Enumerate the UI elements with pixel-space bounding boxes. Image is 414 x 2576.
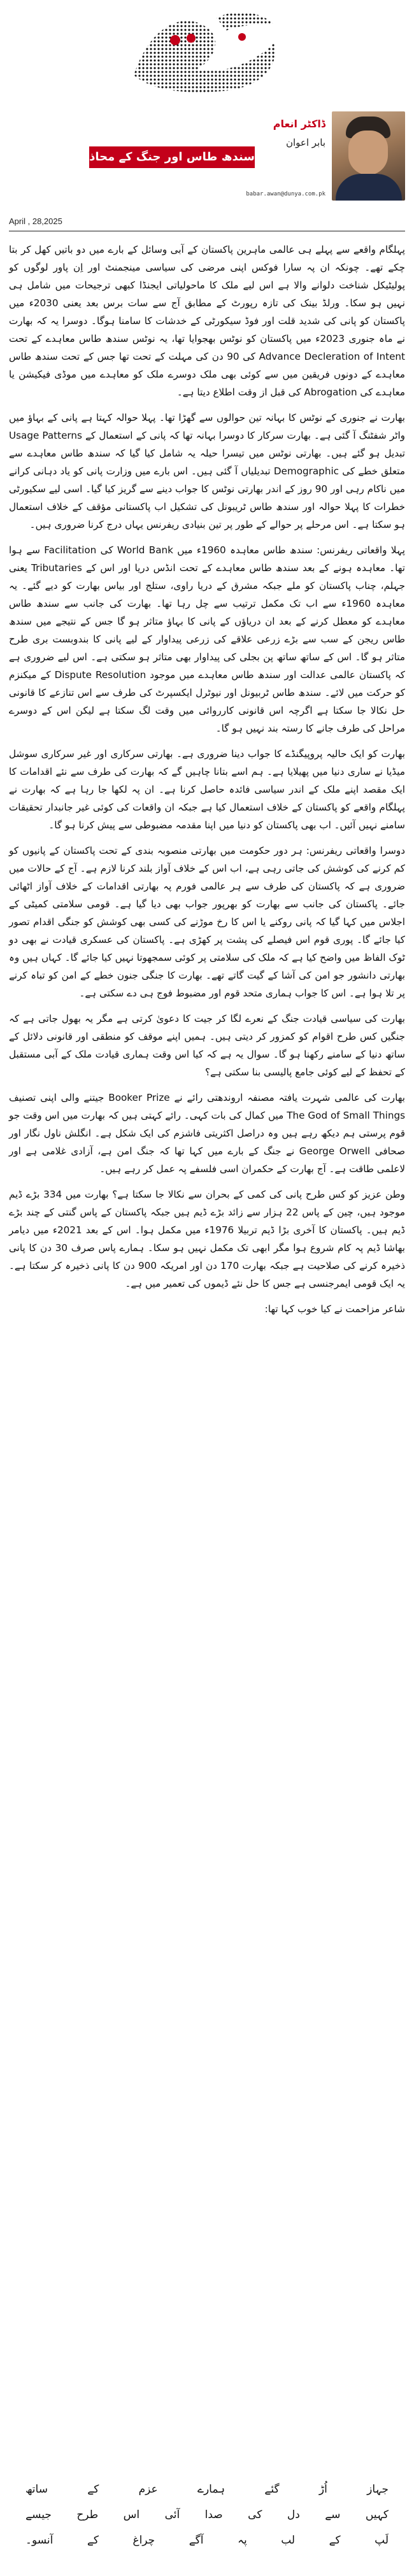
poem-word: طرح [76,2509,99,2521]
article-paragraph: بھارت کو ایک حالیہ پروپیگنڈے کا جواب دینا ضروری ہے۔ بھارتی سرکاری اور غیر سرکاری سوشل میڈیا نے ساری دنیا میں پھیلایا ہے۔ ہم اسے بتانا چاہیں گے کہ بھارت کی طرف سے نئے اقدامات کا ایک مقصد اپنے ملک کے اندر سیاسی فائدہ حاصل کرنا ہے۔ ان پہ لکھا جا رہا ہے کہ بھارت نے پہلگام واقعے کو پاکستان کے خلاف استعمال کیا ہے جبکہ ان واقعات کی کوئی غیر جانبدار تحقیقات سامنے نہیں آئیں۔ اب بھی پاکستان کو دنیا میں اپنا مقدمہ مضبوطی سے پیش کرنا ہو گا۔ [9,748,405,831]
poem-word: کہیں [365,2509,389,2521]
article-body [9,241,405,1326]
poem-word: آئی [164,2509,180,2521]
poem-word: لب [281,2534,296,2547]
poem-word: دل [287,2509,300,2521]
article-paragraph: پہلگام واقعے سے پہلے ہی عالمی ماہرین پاکستان کے آبی وسائل کے بارے میں دو باتیں کھل کر بتا چکے تھے۔ چونکہ ان پہ سارا فوکس اپنی مرضی کی سیاسی مینجمنٹ اور اِن پاور لوگوں کو پولیٹیکل شناخت دلوانے والا ہے اس لیے ملک کا ماحولیاتی ایجنڈا کبھی ترجیحات میں شامل ہی نہیں ہو سکا۔ ورلڈ بینک کی تازہ رپورٹ کے مطابق آج سے سات برس بعد یعنی 2030ء میں پاکستان کو پانی کی شدید قلت اور فوڈ سیکورٹی کے خدشات کا سامنا ہوگا۔ دوسرا یہ کہ بھارت نے ماہ جنوری 2023ء میں پاکستان کو نوٹس بھجوایا تھا، یہ نوٹس سندھ طاس معاہدے کے تحت Advance Decleration of Intent کی 90 دن کی مہلت کے تحت تھا جس کے تحت سندھ طاس معاہدے کے دونوں فریقین میں سے کوئی بھی ملک دوسرے ملک کو معاہدے میں موڈی فیکیشن یا معاہدے کی Abrogation کی قبل از وقت اطلاع دیتا ہے۔ [9,244,406,398]
poem-word: اُڑ [318,2483,327,2496]
poem-word: جیسے [25,2509,52,2521]
author-byline: بابر اعوان [285,137,325,148]
closing-poem [25,2477,389,2553]
author-name: ڈاکٹر انعام [273,118,325,130]
article-paragraph: پہلا واقعاتی ریفرنس: سندھ طاس معاہدہ 1960ء میں World Bank کی Facilitation سے ہوا تھا۔ معاہدہ ہونے کے بعد سندھ طاس معاہدے کے تحت انڈس دریا اور اس کے Tributaries یعنی جہلم، چناب پاکستان کو ملے جبکہ مشرق کے دریا راوی، ستلج اور بیاس بھارت کو دیے گئے۔ یہ معاہدہ 1960ء سے اب تک مکمل ترتیب سے چل رہا تھا۔ بھارت کی جانب سے سندھ طاس معاہدے کو معطل کرنے کے بعد ان دریاؤں کے پانی کا بہاؤ متاثر ہو گا جس کے نتیجے میں سندھ طاس ریجن کے سب سے بڑے زرعی علاقے کی زرعی پیداوار کے لیے پانی کا بندوبست بری طرح متاثر ہو گا۔ اس کے ساتھ ساتھ پن بجلی کی پیداوار بھی متاثر ہو سکتی ہے۔ اس لیے ضروری ہے کہ پاکستان عالمی عدالت اور سندھ طاس معاہدے میں موجود Dispute Resolution کے میکنزم کو حرکت میں لائے۔ سندھ طاس ٹربیونل اور نیوٹرل ایکسپرٹ کی طرف سے اس تنازعے کا قانونی حل نکالا جا سکتا ہے اگرچہ اس قانونی کارروائی میں وقت لگ سکتا ہے لیکن اس کے دوسرے مراحل کی طرف جانے کا رستہ بند نہیں ہو گا۔ [9,544,406,734]
article-paragraph: بھارت کی عالمی شہرت یافتہ مصنفہ اروندھتی رائے نے Booker Prize جیتنے والی اپنی تصنیف The God of Small Things میں کمال کی بات کہی۔ رائے کہتی ہیں کہ بھارت میں اس وقت جو قوم پرستی ہم دیکھ رہے ہیں وہ دراصل اکثریتی فاشزم کی ایک شکل ہے۔ انگلش ناول نگار اور صحافی George Orwell نے جنگ کے بارے میں کہا تھا کہ جنگ امن ہے، آزادی غلامی ہے اور لاعلمی طاقت ہے۔ آج بھارت کے حکمران اسی فلسفے پہ عمل کر رہے ہیں۔ [9,1092,405,1175]
article-paragraph: شاعر مزاحمت نے کیا خوب کہا تھا: [264,1303,405,1315]
poem-word: آنسو۔ [25,2534,54,2547]
poem-word: آگے [189,2534,204,2547]
poem-word: لَپ [375,2534,389,2547]
poem-word: اس [123,2509,140,2521]
poem-line [25,2477,389,2502]
poem-word: سے [325,2509,341,2521]
logo-icon [115,5,299,101]
poem-word: ہمارے [197,2483,225,2496]
poem-word: چراغ [132,2534,155,2547]
poem-word: جہاز [367,2483,389,2496]
poem-line [25,2528,389,2553]
poem-word: کے [329,2534,341,2547]
article-paragraph: دوسرا واقعاتی ریفرنس: ہر دور حکومت میں بھارتی منصوبہ بندی کے تحت پاکستان کے پانیوں کو کم کرنے کی کوشش کی جاتی رہی ہے، اب اس کے خلاف آواز بلند کرنا لازم ہے۔ آج کے حالات میں ضروری ہے کہ پاکستان کی طرف سے ہر عالمی فورم پہ بھارتی اقدامات کے خلاف آواز اٹھائی جائے۔ پاکستان کی جانب سے بھارت کو بھرپور جواب بھی دیا گیا ہے۔ قومی سلامتی کمیٹی کے اجلاس میں کہا گیا کہ پانی روکنے یا اس کا رخ موڑنے کی کسی بھی کوشش کو جنگی اقدام تصور کیا جائے گا۔ پوری قوم اس فیصلے کی پشت پر کھڑی ہے۔ پاکستان کی عسکری قیادت نے بھی دو ٹوک الفاظ میں واضح کیا ہے کہ ملک کی سلامتی پر کوئی سمجھوتا نہیں کیا جائے گا۔ کہاں ہیں وہ بھارتی دانشور جو امن کی آشا کے گیت گاتے تھے۔ بھارت کا جنگی جنون خطے کے امن کو تباہ کرنے پر تلا ہوا ہے۔ اس کا جواب ہماری متحد قوم اور مضبوط فوج ہی دے سکتی ہے۔ [9,845,405,999]
author-email: babar.awan@dunya.com.pk [246,191,325,197]
poem-word: ساتھ [25,2483,48,2496]
poem-line [25,2502,389,2528]
poem-word: پہ [237,2534,247,2547]
poem-word: کے [87,2534,99,2547]
publish-date: April , 28,2025 [9,216,62,226]
newspaper-logo [115,5,299,101]
poem-word: کے [87,2483,99,2496]
article-paragraph: بھارت نے جنوری کے نوٹس کا بہانہ تین حوالوں سے گھڑا تھا۔ پہلا حوالہ کہتا ہے پانی کے بہاؤ میں واٹر شفٹنگ آ گئی ہے۔ بھارت سرکار کا دوسرا بہانہ تھا کہ پانی کے استعمال کے Usage Patterns تبدیل ہو گئے ہیں۔ بھارتی نوٹس میں تیسرا حیلہ یہ شامل کیا گیا کہ سندھ طاس معاہدے سے متعلق خطے کی Demographic تبدیلیاں آ گئی ہیں۔ اس بارے میں وزارت پانی کو یاد دہانی کرانے میں ناکام رہی اور 90 روز کے اندر بھارتی نوٹس کا جواب دینے سے گریز کیا گیا۔ اسی لیے سکیورٹی خطرات کا پہلا حوالہ اور سندھ طاس ٹریبونل کی تشکیل اب پاکستانی مؤقف کے خلاف استعمال ہو سکتا ہے۔ اس مرحلے پر حوالے کے طور پر تین بنیادی ریفرنس یہاں درج کرنا ضروری ہیں۔ [9,412,406,530]
poem-word: گئے [264,2483,280,2496]
poem-word: کی [248,2509,262,2521]
article-paragraph: وطن عزیز کو کس طرح پانی کی کمی کے بحران سے نکالا جا سکتا ہے؟ بھارت میں 334 بڑے ڈیم موجود ہیں، چین کے پاس 22 ہزار سے زائد بڑے ڈیم ہیں جبکہ پاکستان کے پاس گنتی کے چند بڑے ڈیم ہیں۔ پاکستان کا آخری بڑا ڈیم تربیلا 1976ء میں مکمل ہوا۔ اس کے بعد 2021ء میں دیامر بھاشا ڈیم پہ کام شروع ہوا مگر ابھی تک مکمل نہیں ہو سکا۔ ہمارے پاس صرف 30 دن کا پانی ذخیرہ کرنے کی صلاحیت ہے جبکہ بھارت 170 دن اور امریکہ 900 دن کا پانی ذخیرہ کر سکتا ہے۔ یہ ایک قومی ایمرجنسی ہے جس کا حل نئے ڈیموں کی تعمیر میں ہے۔ [9,1189,405,1289]
poem-word: عزم [138,2483,158,2496]
author-photo [332,111,405,201]
masthead [0,0,414,229]
article-paragraph: بھارت کی سیاسی قیادت جنگ کے نعرے لگا کر جیت کا دعویٰ کرتی ہے مگر یہ بھول جاتی ہے کہ جنگیں کس طرح اقوام کو کمزور کر دیتی ہیں۔ ہمیں اپنے موقف کو منطقی اور قانونی دلائل کے ساتھ دنیا کے سامنے رکھنا ہو گا۔ سوال یہ ہے کہ کیا اس وقت ہماری قیادت ملک کے آبی مستقبل کے تحفظ کے لیے کوئی جامع پالیسی بنا سکتی ہے؟ [9,1013,405,1078]
column-title: سندھ طاس اور جنگ کے محاذ [89,146,255,168]
author-box [239,111,405,207]
poem-word: صدا [204,2509,223,2521]
divider [9,230,405,232]
